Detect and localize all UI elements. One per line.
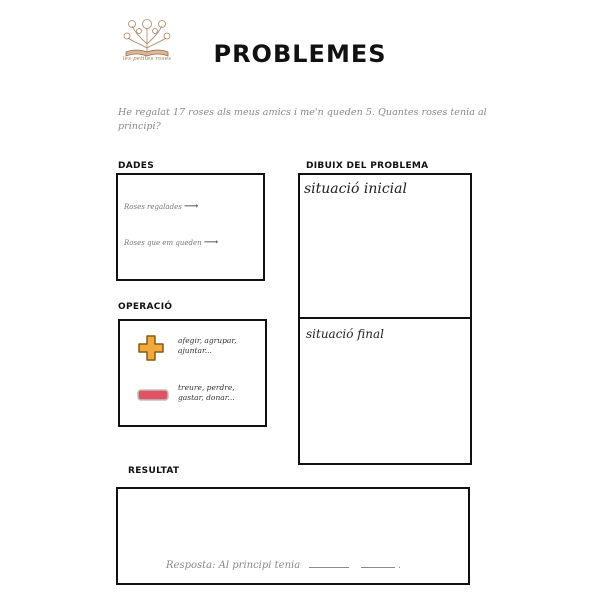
plus-description-line2: ajuntar... bbox=[178, 346, 212, 355]
dades-line-given bbox=[124, 201, 198, 212]
answer-blank-1[interactable] bbox=[309, 559, 349, 568]
situacio-inicial-box[interactable] bbox=[298, 173, 472, 319]
dades-remaining-label: Roses que em queden bbox=[124, 239, 202, 247]
plus-description bbox=[178, 336, 237, 356]
answer-end: . bbox=[397, 560, 401, 571]
dades-given-label: Roses regalades bbox=[124, 203, 182, 211]
situacio-final-label: situació final bbox=[306, 327, 385, 341]
plus-icon[interactable] bbox=[138, 335, 164, 361]
situacio-final-box[interactable] bbox=[298, 317, 472, 465]
logo-text: les petites roses bbox=[122, 56, 172, 62]
dades-label: DADES bbox=[118, 161, 155, 171]
answer-prefix: Resposta: Al principi tenia bbox=[166, 560, 301, 571]
problem-statement: He regalat 17 roses als meus amics i me'n queden 5. Quantes roses tenia al principi? bbox=[118, 107, 487, 132]
answer-line bbox=[166, 559, 401, 571]
operacio-label: OPERACIÓ bbox=[118, 302, 173, 312]
dibuix-label: DIBUIX DEL PROBLEMA bbox=[306, 161, 429, 171]
operacio-box[interactable] bbox=[118, 319, 267, 427]
answer-blank-2[interactable] bbox=[361, 559, 395, 568]
dades-line-remaining bbox=[124, 237, 218, 248]
minus-icon[interactable] bbox=[136, 387, 170, 403]
arrow-right-icon: ⟶ bbox=[203, 237, 219, 248]
minus-description bbox=[178, 383, 235, 403]
page-title: PROBLEMES bbox=[213, 40, 387, 68]
dades-box[interactable] bbox=[116, 173, 265, 281]
plus-description-line1: afegir, agrupar, bbox=[178, 336, 237, 345]
arrow-right-icon: ⟶ bbox=[184, 201, 199, 212]
logo-illustration bbox=[116, 14, 178, 58]
resultat-label: RESULTAT bbox=[128, 466, 180, 476]
minus-description-line2: gastar, donar... bbox=[178, 393, 235, 402]
minus-description-line1: treure, perdre, bbox=[178, 383, 235, 392]
situacio-inicial-label: situació inicial bbox=[304, 181, 407, 197]
